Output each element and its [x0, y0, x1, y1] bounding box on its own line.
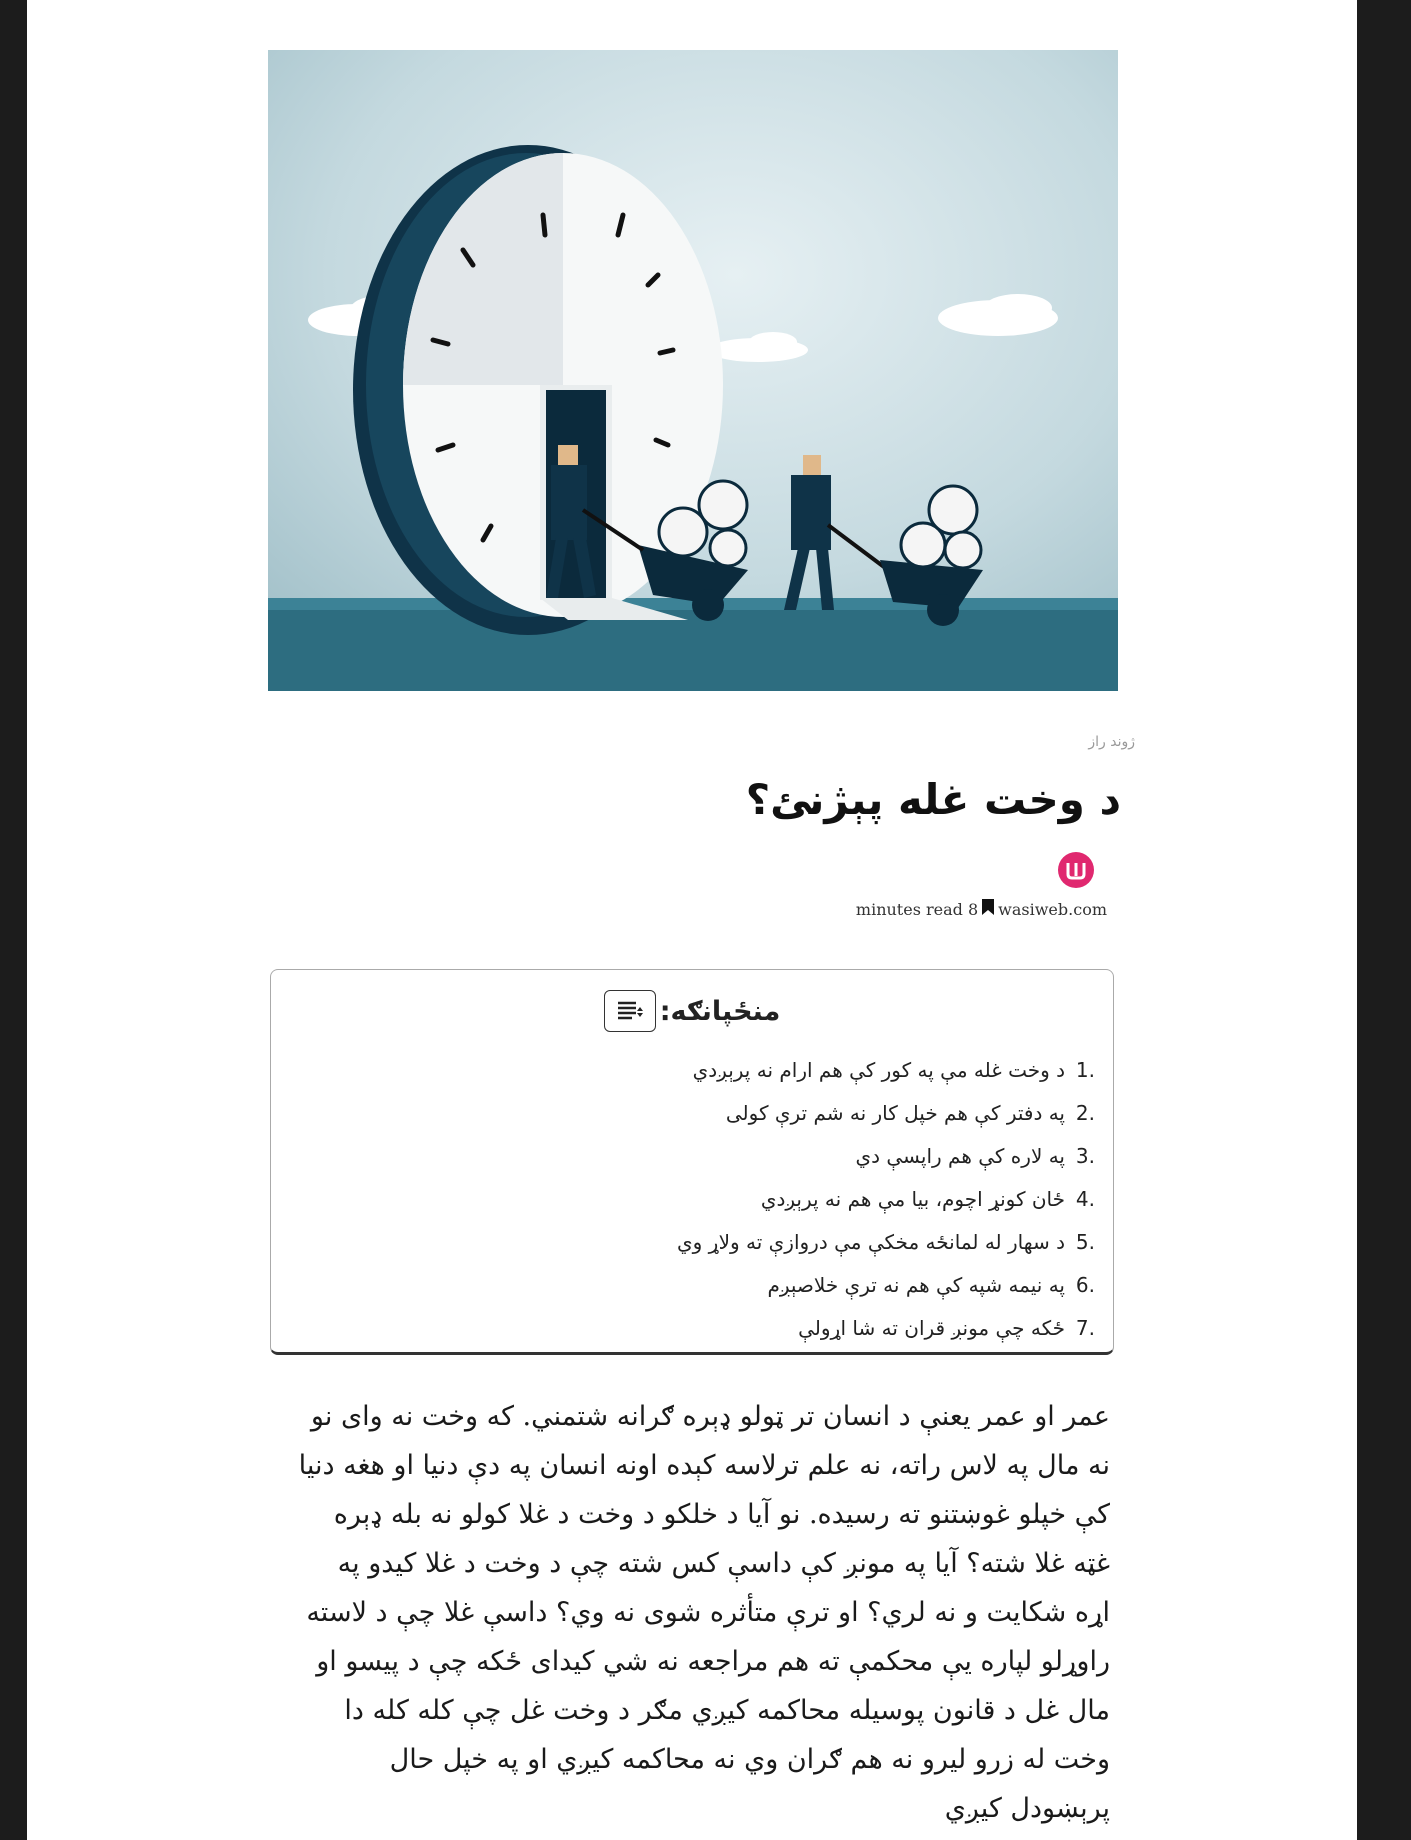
toc-item-number: 7. [1075, 1315, 1095, 1340]
list-icon [614, 1000, 646, 1022]
toc-item[interactable] [677, 1177, 1095, 1220]
article-title: د وخت غله پېژنئ؟ [745, 775, 1121, 824]
table-of-contents [270, 969, 1114, 1355]
toc-item[interactable] [677, 1306, 1095, 1349]
article-body: عمر او عمر يعنې د انسان تر ټولو ډېره ګرانه شتمني. که وخت نه وای نو نه مال په لاس راته، نه علم ترلاسه کېده اونه انسان په دې دنیا او هغه دنيا کې خپلو غوښتنو ته رسیده. نو آیا د خلکو د وخت د غلا کولو نه بله ډېره غټه غلا شته؟ آیا په مونږ کې داسې کس شته چې د وخت د غلا کیدو په اړه شکایت و نه لري؟ او ترې متأثره شوی نه وي؟ داسې غلا چې د لاسته راوړلو لپاره یې محکمې ته هم مراجعه نه شي کیدای ځکه چې د پیسو او مال غل د قانون پوسیله محاکمه کیږي مګر د وخت غل چې کله کله دا وخت له زرو لیرو نه هم ګران وي نه محاکمه کیږي او په خپل حال پرېښودل کیږي [298, 1401, 1110, 1824]
hero-illustration [268, 50, 1118, 691]
toc-item-number: 5. [1075, 1229, 1095, 1254]
toc-list [677, 1048, 1095, 1349]
site-name[interactable]: wasiweb.com [998, 899, 1107, 919]
article-meta [856, 898, 1107, 920]
toc-item-number: 1. [1075, 1057, 1095, 1082]
toc-item-link[interactable]: په دفتر کې هم خپل کار نه شم ترې کولی [725, 1100, 1065, 1125]
toc-item-number: 6. [1075, 1272, 1095, 1297]
bookmark-icon[interactable] [981, 898, 995, 920]
toc-item[interactable] [677, 1091, 1095, 1134]
toc-item[interactable] [677, 1048, 1095, 1091]
toc-item[interactable] [677, 1263, 1095, 1306]
toc-item-link[interactable]: په لاره کې هم راپسې دي [855, 1143, 1065, 1168]
toc-item-link[interactable]: ځکه چې مونږ قران ته شا اړولې [798, 1315, 1065, 1340]
read-time: minutes read 8 [855, 899, 979, 919]
toc-item[interactable] [677, 1134, 1095, 1177]
toc-item-link[interactable]: د وخت غله مې په کور کې هم ارام نه پرېږدي [692, 1057, 1065, 1082]
toc-toggle-button[interactable] [604, 990, 656, 1032]
category-label[interactable]: ژوند راز [1088, 734, 1135, 750]
toc-title: منځپانګه: [659, 995, 781, 1027]
toc-item-number: 3. [1075, 1143, 1095, 1168]
hero-image [268, 50, 1118, 691]
toc-item[interactable] [677, 1220, 1095, 1263]
toc-header [271, 990, 1113, 1032]
toc-item-number: 4. [1075, 1186, 1095, 1211]
site-logo-icon[interactable] [1058, 852, 1094, 888]
toc-item-number: 2. [1075, 1100, 1095, 1125]
toc-item-link[interactable]: ځان کونړ اچوم، بیا مې هم نه پرېږدي [760, 1186, 1065, 1211]
toc-item-link[interactable]: په نیمه شپه کې هم نه ترې خلاصېږم [767, 1272, 1065, 1297]
article-page [27, 0, 1357, 1840]
toc-item-link[interactable]: د سهار له لمانځه مخکې مې دروازې ته ولاړ وي [676, 1229, 1065, 1254]
